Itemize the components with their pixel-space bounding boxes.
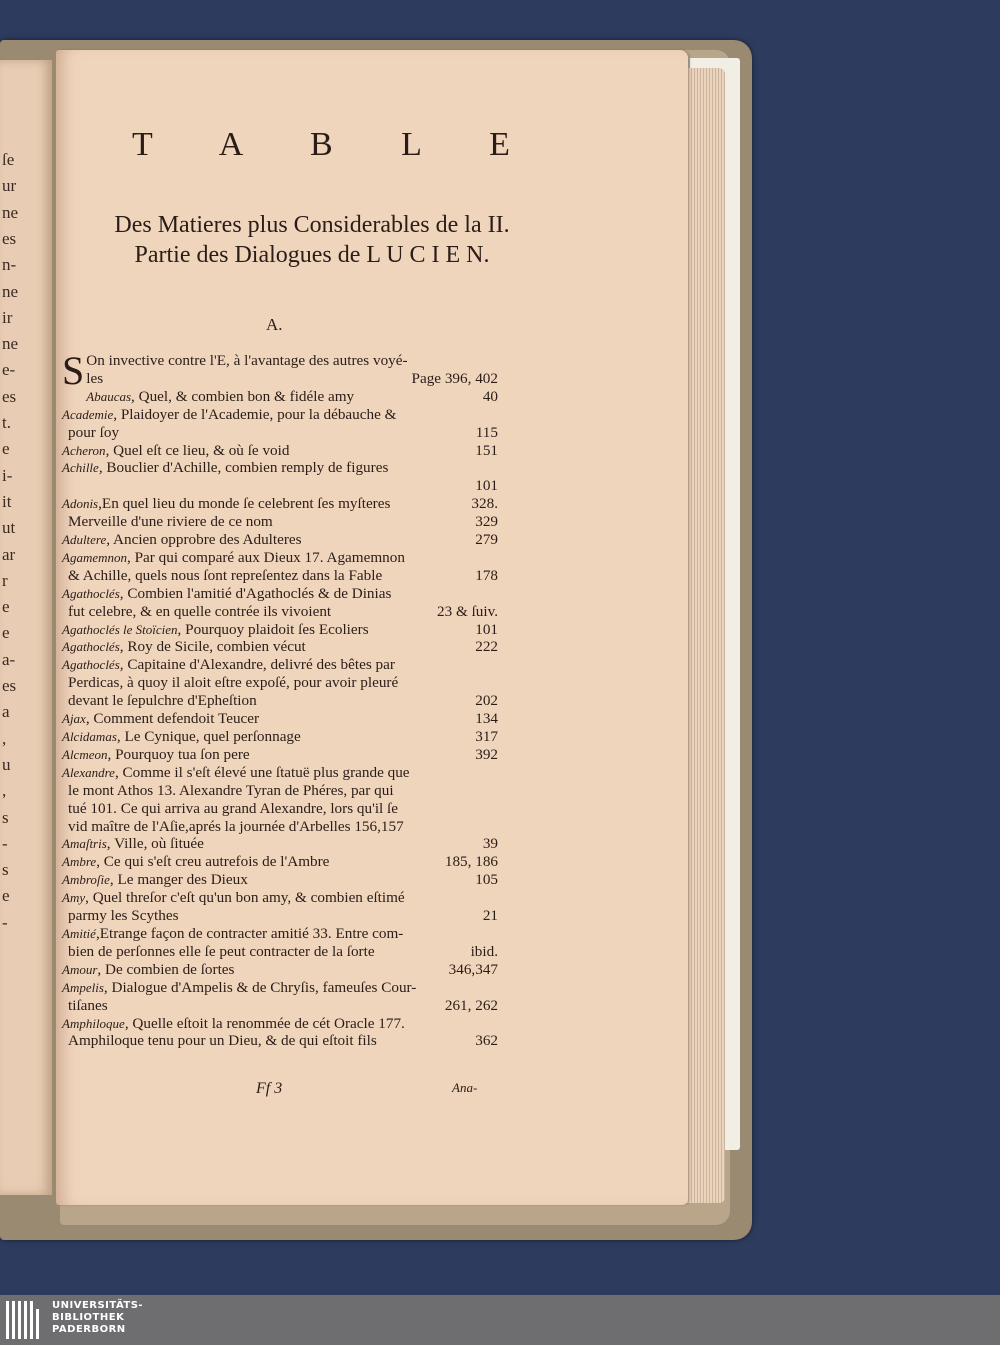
entry-continuation: devant le ſepulchre d'Epheſtion 202	[68, 692, 498, 710]
entry-headword: Achille	[62, 460, 99, 476]
entry-page-ref: 21	[482, 907, 498, 925]
entry-text: , Quel eſt ce lieu, & où ſe void	[105, 441, 290, 459]
entry-page-ref: 40	[482, 387, 498, 405]
entry-continuation: Amphiloque tenu pour un Dieu, & de qui eſtoit fils 362	[68, 1032, 498, 1050]
entry-text: , Comment defendoit Teucer	[85, 710, 260, 728]
entry-page-ref: 151	[475, 441, 498, 459]
left-page-fragment: ,	[2, 728, 7, 748]
logo-bar	[24, 1301, 27, 1339]
entry-page-ref: 185, 186	[444, 853, 498, 871]
entry-page-ref: 101	[475, 477, 498, 495]
library-name-line-3: PADERBORN	[52, 1324, 126, 1335]
entry-page-ref: 39	[482, 835, 498, 853]
entry-headword: Amaſtris	[62, 836, 107, 852]
left-page-fragment: e	[2, 597, 10, 617]
entry-page-ref: 202	[475, 692, 498, 710]
index-entry	[62, 1015, 498, 1051]
entry-headword: Ampelis	[62, 979, 104, 995]
index-entry	[62, 406, 498, 442]
library-logo-icon	[6, 1301, 42, 1339]
index-entry	[62, 710, 498, 728]
entry-page-ref: 105	[475, 871, 498, 889]
entry-text: On invective contre l'E, à l'avantage des autres voyé-	[86, 352, 408, 369]
entry-headword: Alexandre	[62, 764, 115, 780]
entry-page-ref: 101	[475, 620, 498, 638]
left-page-fragment: i-	[2, 465, 13, 485]
entry-text: , Comme il s'eſt élevé une ſtatuë plus grande que	[114, 763, 410, 781]
entry-headword: Agathoclés	[62, 657, 120, 673]
entry-text: , Quel, & combien bon & fidéle amy	[131, 387, 355, 405]
entry-headword: Ambroſie	[62, 872, 110, 888]
entry-text: , Le manger des Dieux	[109, 871, 248, 889]
index-entry	[62, 495, 498, 531]
index-entry	[62, 835, 498, 853]
page-content	[56, 50, 688, 1205]
entry-page-ref: 279	[475, 531, 498, 549]
entry-text: , Roy de Sicile, combien vécut	[119, 638, 306, 656]
index-entry	[62, 531, 498, 549]
left-page-fragment: ſe	[2, 150, 15, 169]
signature-mark: Ff 3	[256, 1080, 283, 1097]
index-entry	[62, 638, 498, 656]
entry-headword: Agathoclés	[62, 585, 120, 601]
entry-page-ref: ibid.	[470, 942, 498, 960]
entry-continuation: fut celebre, & en quelle contrée ils vivoient 23 & ſuiv.	[68, 602, 498, 620]
subtitle-line-1: Des Matieres plus Considerables de la II.	[114, 212, 510, 238]
entry-continuation: & Achille, quels nous ſont repreſentez dans la Fable 178	[68, 566, 498, 584]
entry-page-ref: 23 & ſuiv.	[436, 602, 498, 620]
entry-text: , Pourquoy tua ſon pere	[107, 745, 250, 763]
left-page-fragment: ir	[2, 307, 13, 327]
left-page-fragment: ar	[2, 544, 16, 564]
section-letter: A.	[266, 315, 283, 334]
entry-headword: Agamemnon	[62, 549, 127, 565]
entry-headword: Adonis	[62, 496, 99, 512]
entry-text: , Ce qui s'eſt creu autrefois de l'Ambre	[96, 853, 330, 871]
entry-page-ref: 115	[475, 423, 498, 441]
entry-continuation: bien de perſonnes elle ſe peut contracter de la ſorte ibid.	[68, 942, 498, 960]
left-page-fragment: -	[2, 912, 8, 932]
entry-headword: Abaucas	[86, 388, 132, 404]
entry-continuation: les Page 396, 402	[86, 369, 498, 387]
left-page-fragment: r	[2, 570, 8, 590]
left-page-fragment: s	[2, 807, 9, 827]
index-entry	[62, 585, 498, 621]
catchword: Ana-	[452, 1080, 478, 1095]
left-page-fragment: ne	[2, 334, 19, 354]
entry-continuation: le mont Athos 13. Alexandre Tyran de Phéres, par qui	[68, 781, 394, 799]
logo-bar	[36, 1309, 39, 1339]
entry-text: , De combien de ſortes	[97, 960, 235, 978]
entry-headword: Amphiloque	[62, 1015, 125, 1031]
left-page-fragment: s	[2, 860, 9, 880]
entry-text: , Par qui comparé aux Dieux 17. Agamemnon	[127, 548, 405, 566]
index-entry	[62, 925, 498, 961]
left-page-fragment: es	[2, 386, 17, 406]
index-entry	[62, 961, 498, 979]
entry-page-ref: 178	[475, 566, 498, 584]
entry-page-ref: 346,347	[448, 960, 498, 978]
entry-headword: Alcidamas	[62, 729, 117, 745]
index-entry	[62, 853, 498, 871]
entry-headword: Amour	[62, 961, 98, 977]
index-entry	[62, 764, 498, 836]
left-page-fragment: es	[2, 228, 17, 248]
entry-text: , Combien l'amitié d'Agathoclés & de Dinias	[119, 584, 392, 602]
entry-headword: Alcmeon	[62, 746, 108, 762]
entry-headword: Agathoclés	[62, 639, 120, 655]
entry-continuation: vid maître de l'Aſie,aprés la journée d'Arbelles 156,157	[68, 817, 404, 835]
left-page-fragment: ne	[2, 281, 19, 301]
entry-text: , Quelle eſtoit la renommée de cét Oracle 177.	[124, 1014, 405, 1032]
entry-headword: Amitié	[62, 925, 96, 941]
index-entry	[62, 442, 498, 460]
left-page-fragment: t.	[2, 413, 11, 432]
index-entry	[62, 728, 498, 746]
entry-page-ref: 261, 262	[444, 996, 498, 1014]
entry-page-ref: 329	[475, 513, 498, 531]
entry-text: , Quel threſor c'eſt qu'un bon amy, & combien eſtimé	[85, 889, 405, 907]
entry-page-ref: 392	[475, 745, 498, 763]
index-entry	[62, 979, 498, 1015]
index-entry	[62, 656, 498, 710]
entry-continuation: Perdicas, à quoy il aloit eſtre expoſé, pour avoir pleuré	[68, 674, 399, 692]
library-name-line-2: BIBLIOTHEK	[52, 1312, 125, 1323]
entry-text: , Bouclier d'Achille, combien remply de figures	[98, 459, 389, 477]
left-facing-page	[0, 60, 52, 1195]
index-entry	[62, 871, 498, 889]
entry-text: , Ville, où ſituée	[106, 835, 204, 853]
logo-bar	[18, 1301, 21, 1339]
left-page-fragment: ,	[2, 781, 7, 801]
entry-text: , Plaidoyer de l'Academie, pour la débauche &	[113, 405, 397, 423]
library-name	[52, 1300, 143, 1336]
entry-continuation: tué 101. Ce qui arriva au grand Alexandre, lors qu'il ſe	[68, 799, 399, 817]
entry-text: ,En quel lieu du monde ſe celebrent ſes myſteres	[98, 495, 391, 513]
entry-text: , Pourquoy plaidoit ſes Ecoliers	[177, 620, 369, 638]
entry-headword: Adultere	[62, 532, 107, 548]
entry-headword: Ajax	[62, 711, 86, 727]
entry-headword: Amy	[62, 890, 86, 906]
entry-text: , Ancien opprobre des Adulteres	[106, 531, 302, 549]
entry-continuation: Merveille d'une riviere de ce nom 329	[68, 513, 498, 531]
entry-headword: Ambre	[62, 854, 97, 870]
entry-headword: Agathoclés le Stoïcien	[62, 621, 178, 637]
index-entry	[62, 746, 498, 764]
page-subtitle	[62, 210, 562, 270]
page-title: T A B L E	[132, 126, 540, 163]
entry-page-ref: 222	[475, 638, 498, 656]
left-page-fragment: e	[2, 623, 10, 643]
index-entry	[62, 621, 498, 639]
entry-page-ref: 134	[475, 710, 498, 728]
left-page-fragment: u	[2, 754, 11, 774]
entry-continuation: parmy les Scythes 21	[68, 907, 498, 925]
library-banner	[0, 1295, 1000, 1345]
entry-page-ref: 362	[475, 1032, 498, 1050]
entry-text: ,Etrange façon de contracter amitié 33. Entre com-	[95, 924, 404, 942]
logo-bar	[30, 1301, 33, 1339]
left-page-fragment: ut	[2, 518, 16, 538]
library-name-line-1: UNIVERSITÄTS-	[52, 1300, 144, 1311]
left-page-fragment: e	[2, 439, 10, 459]
left-page-fragment: it	[2, 491, 12, 511]
logo-bar	[6, 1301, 9, 1339]
entry-page-ref: 328.	[471, 495, 498, 513]
entry-text: , Dialogue d'Ampelis & de Chryſis, fameuſes Cour-	[103, 978, 417, 996]
entry-text: , Capitaine d'Alexandre, delivré des bêtes par	[119, 656, 395, 674]
index-entry	[62, 889, 498, 925]
logo-bar	[12, 1301, 15, 1339]
entry-page-ref: Page 396, 402	[411, 369, 498, 387]
index-entries	[62, 348, 498, 1050]
index-entry	[62, 348, 498, 393]
left-page-fragment: a-	[2, 649, 16, 669]
left-page-fragment: a	[2, 702, 10, 722]
entry-text: , Le Cynique, quel perſonnage	[116, 728, 301, 746]
entry-continuation: tiſanes 261, 262	[68, 996, 498, 1014]
index-entry	[62, 549, 498, 585]
right-page	[56, 50, 688, 1205]
subtitle-line-2: Partie des Dialogues de L U C I E N.	[134, 242, 490, 268]
left-page-fragment: e	[2, 886, 10, 906]
index-entry	[62, 459, 498, 495]
left-page-fragment: ur	[2, 176, 17, 196]
left-page-fragment: -	[2, 833, 8, 853]
index-entry	[62, 388, 498, 406]
left-page-fragment: n-	[2, 255, 17, 275]
entry-headword: Academie	[62, 406, 114, 422]
left-page-fragment: ne	[2, 202, 19, 222]
drop-cap: S	[62, 348, 85, 393]
left-page-fragment: e-	[2, 360, 16, 380]
entry-headword: Acheron	[62, 442, 106, 458]
entry-page-ref: 317	[475, 728, 498, 746]
entry-page-line	[62, 477, 498, 495]
entry-continuation: pour ſoy 115	[68, 423, 498, 441]
left-page-fragment: es	[2, 676, 17, 695]
